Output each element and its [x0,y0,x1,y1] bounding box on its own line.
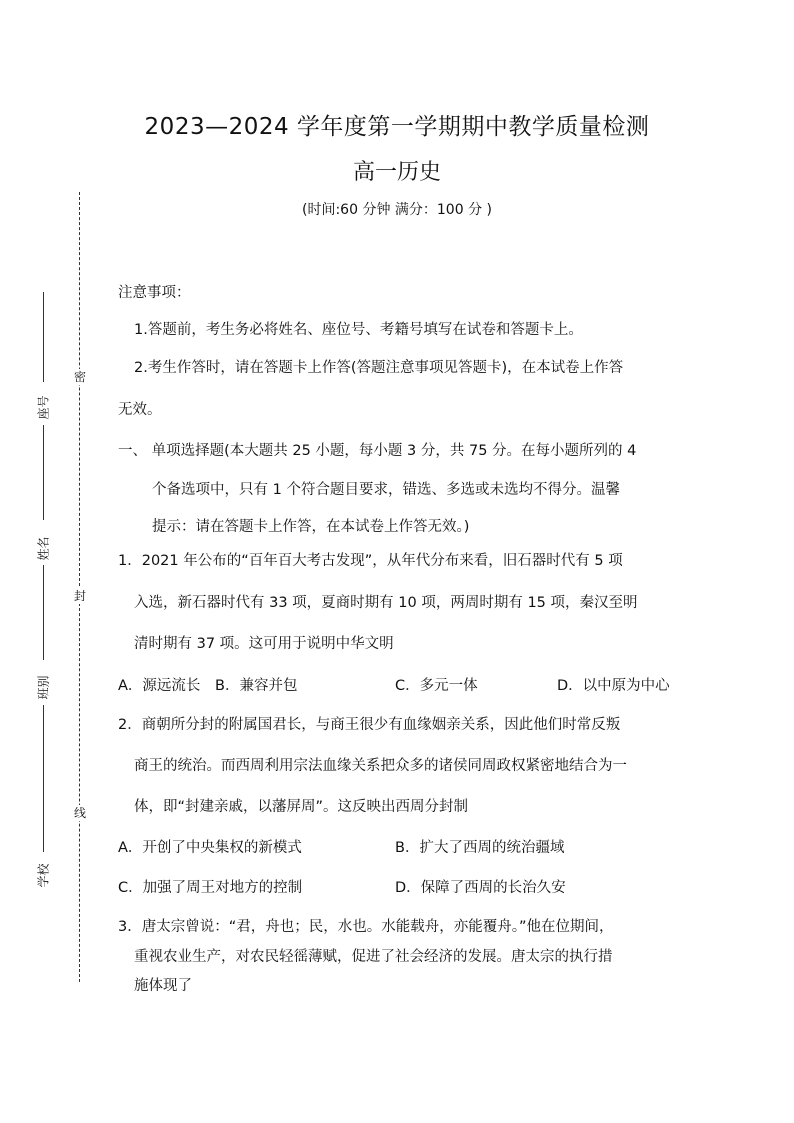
field-line-name [43,425,44,520]
option-a: A．开创了中央集权的新模式 [118,840,302,856]
question-stem: 商王的统治。而西周利用宗法血缘关系把众多的诸侯同周政权紧密地结合为一 [134,758,627,774]
field-label-name: 姓名 [36,536,51,561]
option-c: C．加强了周王对地方的控制 [118,880,303,896]
field-line-school [43,705,44,852]
option-d: D．以中原为中心 [557,678,670,694]
notice-item-2-cont: 无效。 [118,402,162,418]
option-a: A．源远流长 [118,678,201,694]
exam-time-info: (时间:60 分钟 满分：100 分 ) [302,202,492,218]
field-line-seat [43,292,44,382]
question-stem: 体，即“封建亲戚，以藩屏周”。这反映出西周分封制 [134,799,469,815]
seal-char-xian: 线 [73,806,86,820]
exam-title: 2023—2024 学年度第一学期期中教学质量检测 [144,114,650,140]
seal-dashed-line [79,192,80,982]
seal-char-feng: 封 [73,589,86,603]
section-heading: 一、 单项选择题(本大题共 25 小题，每小题 3 分，共 75 分。在每小题所列的 4 [118,443,637,459]
question-stem: 3．唐太宗曾说：“君，舟也；民，水也。水能载舟，亦能覆舟。”他在位期间， [118,919,614,935]
option-c: C．多元一体 [395,678,478,694]
question-stem: 施体现了 [134,978,192,994]
question-stem: 重视农业生产，对农民轻徭薄赋，促进了社会经济的发展。唐太宗的执行措 [134,949,613,965]
option-b: B．兼容并包 [215,678,298,694]
field-line-class [43,565,44,660]
question-stem: 1．2021 年公布的“百年百大考古发现”，从年代分布来看，旧石器时代有 5 项 [118,553,623,569]
notice-item-2: 2.考生作答时，请在答题卡上作答(答题注意事项见答题卡)，在本试卷上作答 [134,360,624,376]
notice-item-1: 1.答题前，考生务必将姓名、座位号、考籍号填写在试卷和答题卡上。 [134,322,583,338]
question-stem: 清时期有 37 项。这可用于说明中华文明 [134,636,394,652]
notice-heading: 注意事项： [118,285,191,301]
seal-char-mi: 密 [73,370,86,384]
option-d: D．保障了西周的长治久安 [395,880,566,896]
section-heading-cont: 个备选项中，只有 1 个符合题目要求，错选、多选或未选均不得分。温馨 [152,482,620,498]
exam-subject: 高一历史 [352,160,441,185]
section-heading-cont: 提示：请在答题卡上作答，在本试卷上作答无效。) [152,519,470,535]
option-b: B．扩大了西周的统治疆域 [395,840,565,856]
field-label-seat: 座号 [36,395,51,420]
question-stem: 入选，新石器时代有 33 项，夏商时期有 10 项，两周时期有 15 项，秦汉至明 [134,595,638,611]
field-label-school: 学校 [36,863,51,888]
question-stem: 2．商朝所分封的附属国君长，与商王很少有血缘姻亲关系，因此他们时常反叛 [118,717,621,733]
field-label-class: 班别 [36,675,51,700]
